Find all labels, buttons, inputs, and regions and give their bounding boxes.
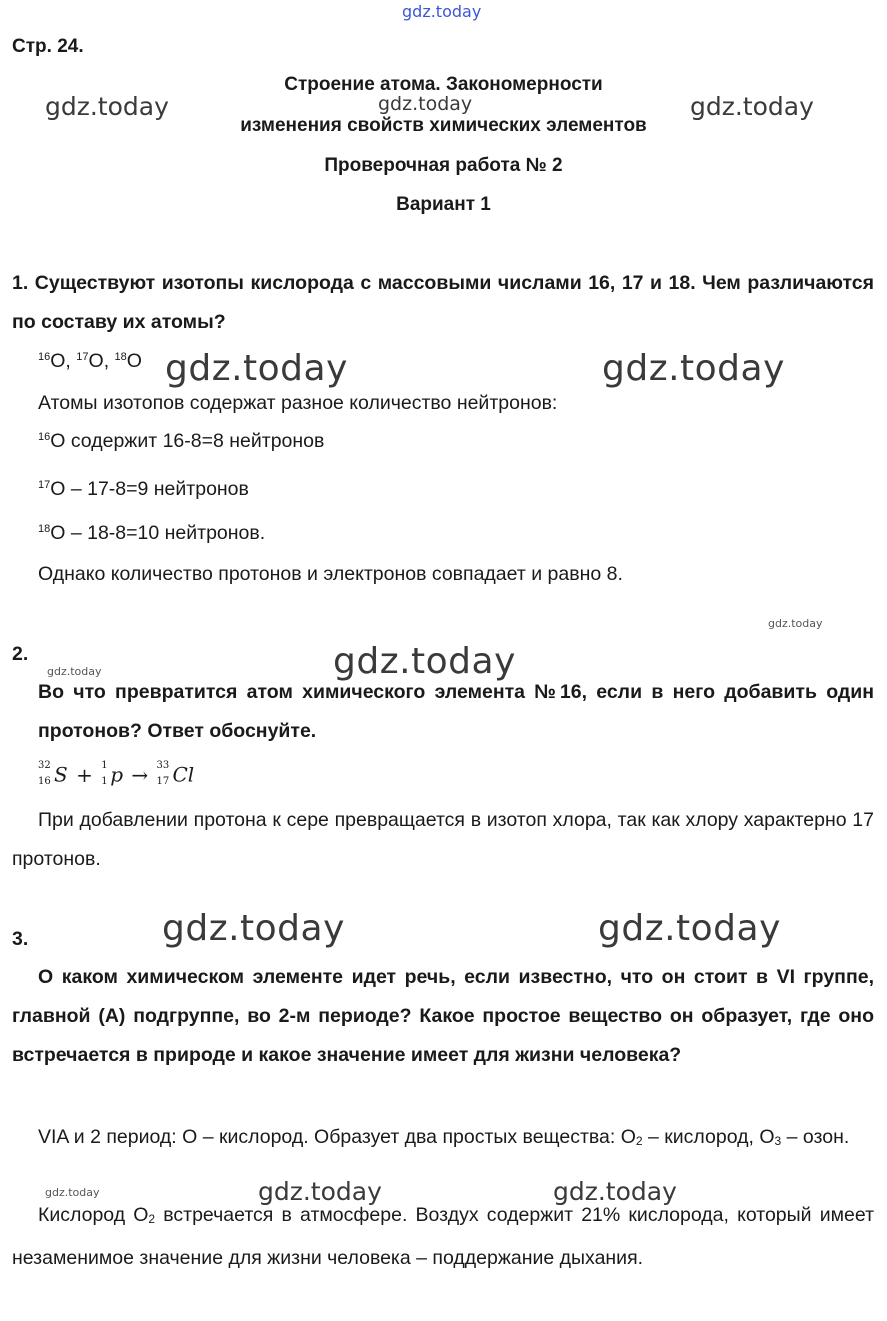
answer-1-line-4 [38, 522, 265, 545]
nuclear-reaction-formula [38, 758, 194, 794]
element-symbol: O [50, 430, 66, 452]
title-line-1: Строение атома. Закономерности [284, 74, 603, 95]
watermark: gdz.today [602, 348, 785, 389]
subscript: 2 [635, 1134, 643, 1148]
watermark-top-link[interactable]: gdz.today [402, 2, 482, 21]
watermark: gdz.today [162, 908, 345, 949]
watermark: gdz.today [45, 1186, 100, 1199]
question-3-text: О каком химическом элементе идет речь, если известно, что он стоит в VI группе, главной (А) подгруппе, во 2-м периоде? Какое простое вещество он образует, где оно встречается в природе и какое значение имеет для жизни человека? [12, 966, 874, 1066]
subscript: 2 [148, 1212, 156, 1226]
mass-number: 18 [114, 351, 127, 363]
element-symbol: O [50, 478, 66, 500]
answer-2-text: При добавлении протона к сере превращается в изотоп хлора, так как хлору характерно 17 протонов. [12, 809, 874, 870]
element-symbol: O [88, 350, 104, 372]
nuclide-indices: 33 17 [156, 760, 170, 787]
mass-number: 18 [38, 523, 51, 535]
nuclide-indices: 32 16 [38, 760, 51, 787]
watermark: gdz.today [690, 92, 814, 121]
line-text: – 17-8=9 нейтронов [65, 478, 249, 500]
title-line-2: изменения свойств химических элементов [240, 115, 647, 136]
answer-3-paragraph-1: VIA и 2 период: O – кислород. Образует два простых вещества: $O_2$ – кислород, $O_3$ – озон. [38, 1126, 850, 1148]
page-reference: Стр. 24. [12, 36, 84, 57]
answer-3-paragraph-2: Кислород $O_2$ встречается в атмосфере. Воздух содержит 21% кислорода, который имеет незаменимое значение для жизни человека – поддержание дыхания. [12, 1204, 874, 1269]
element-symbol: O [126, 350, 142, 372]
line-text: – 18-8=10 нейтронов. [65, 522, 266, 544]
element-symbol: S [54, 762, 68, 787]
question-2-number: 2. [12, 643, 29, 665]
question-1-text: 1. Существуют изотопы кислорода с массовыми числами 16, 17 и 18. Чем различаются по составу их атомы? [12, 272, 874, 333]
watermark: gdz.today [333, 641, 516, 682]
line-text: содержит 16-8=8 нейтронов [65, 430, 325, 452]
mass-number: 17 [38, 479, 51, 491]
question-2-text: Во что превратится атом химического элемента №16, если в него добавить один протонов? Ответ обоснуйте. [38, 681, 874, 742]
watermark: gdz.today [378, 93, 473, 115]
separator: , [65, 350, 77, 372]
answer-1-line-3 [38, 478, 249, 501]
separator: , [103, 350, 115, 372]
element-symbol: O [50, 350, 66, 372]
element-symbol: Cl [172, 762, 195, 787]
element-symbol: O [50, 522, 66, 544]
watermark: gdz.today [598, 908, 781, 949]
isotope-list [38, 350, 142, 373]
plus-sign: + [76, 762, 93, 787]
reaction-arrow: → [131, 762, 149, 787]
watermark: gdz.today [768, 617, 823, 630]
question-3-number: 3. [12, 928, 29, 950]
watermark: gdz.today [45, 92, 169, 121]
answer-1-line-2 [38, 430, 324, 453]
particle-symbol: p [110, 762, 123, 787]
answer-1-line-5: Однако количество протонов и электронов совпадает и равно 8. [38, 563, 623, 585]
test-subtitle: Проверочная работа № 2 [324, 155, 563, 176]
nuclide-indices: 1 1 [101, 760, 108, 787]
mass-number: 16 [38, 431, 51, 443]
variant-label: Вариант 1 [396, 194, 491, 215]
mass-number: 17 [76, 351, 89, 363]
answer-1-line-1: Атомы изотопов содержат разное количество нейтронов: [38, 392, 558, 414]
watermark: gdz.today [165, 348, 348, 389]
watermark: gdz.today [553, 1177, 677, 1206]
watermark: gdz.today [258, 1177, 382, 1206]
subscript: 3 [774, 1134, 782, 1148]
watermark: gdz.today [47, 665, 102, 678]
mass-number: 16 [38, 351, 51, 363]
